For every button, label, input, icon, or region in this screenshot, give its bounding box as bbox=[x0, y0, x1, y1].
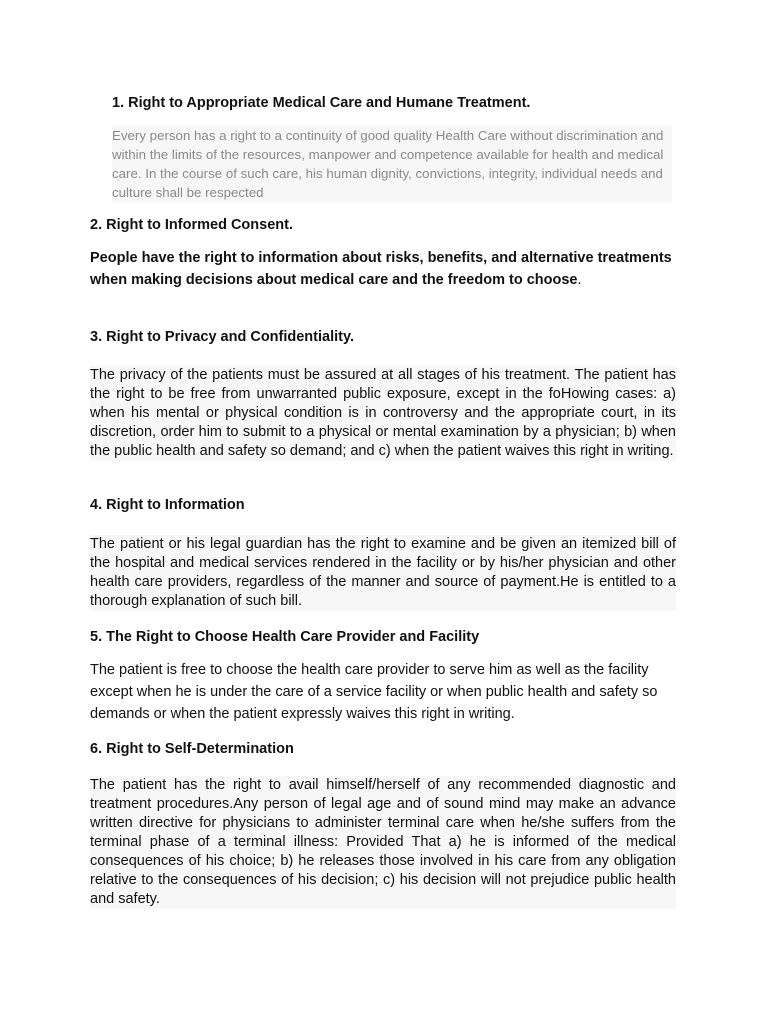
section-1-body: Every person has a right to a continuity of good quality Health Care without discrimination and within the limits of the resources, manpower and competence available for health and medical care. In the course of such care, his human dignity, convictions, integrity, individual needs and culture shall be respected bbox=[112, 126, 672, 202]
section-6-heading: 6. Right to Self-Determination bbox=[90, 741, 294, 757]
section-5-body: The patient is free to choose the health care provider to serve him as well as the facility except when he is under the care of a service facility or when public health and safety so demands or when the patient expressly waives this right in writing. bbox=[90, 662, 658, 722]
section-4-heading: 4. Right to Information bbox=[90, 497, 245, 513]
section-3-body: The privacy of the patients must be assured at all stages of his treatment. The patient has the right to be free from unwarranted public exposure, except in the foHowing cases: a) when his mental or physical condition is in controversy and the appropriate court, in its discretion, order him to submit to a physical or mental examination by a physician; b) when the public health and safety so demand; and c) when the patient waives this right in writing. bbox=[90, 367, 676, 459]
section-4-body: The patient or his legal guardian has the right to examine and be given an itemized bill of the hospital and medical services rendered in the facility or by his/her physician and other health care providers, regardless of the manner and source of payment.He is entitled to a thorough explanation of such bill. bbox=[90, 536, 676, 609]
section-2-body-period: . bbox=[577, 272, 582, 288]
section-3-heading: 3. Right to Privacy and Confidentiality. bbox=[90, 329, 354, 345]
section-5-heading: 5. The Right to Choose Health Care Provider and Facility bbox=[90, 629, 480, 645]
section-6-body: The patient has the right to avail himself/herself of any recommended diagnostic and treatment procedures.Any person of legal age and of sound mind may make an advance written directive for physicians to administer terminal care when he/she suffers from the terminal phase of a terminal illness: Provided That a) he is informed of the medical consequences of his choice; b) he releases those involved in his care from any obligation relative to the consequences of his decision; c) his decision will not prejudice public health and safety. bbox=[90, 777, 676, 907]
section-2-body bbox=[90, 247, 676, 291]
section-2-heading: 2. Right to Informed Consent. bbox=[90, 217, 293, 233]
section-2-body-text: People have the right to information about risks, benefits, and alternative treatments when making decisions about medical care and the freedom to choose bbox=[90, 250, 672, 288]
section-1-heading: 1. Right to Appropriate Medical Care and Humane Treatment. bbox=[112, 95, 531, 111]
